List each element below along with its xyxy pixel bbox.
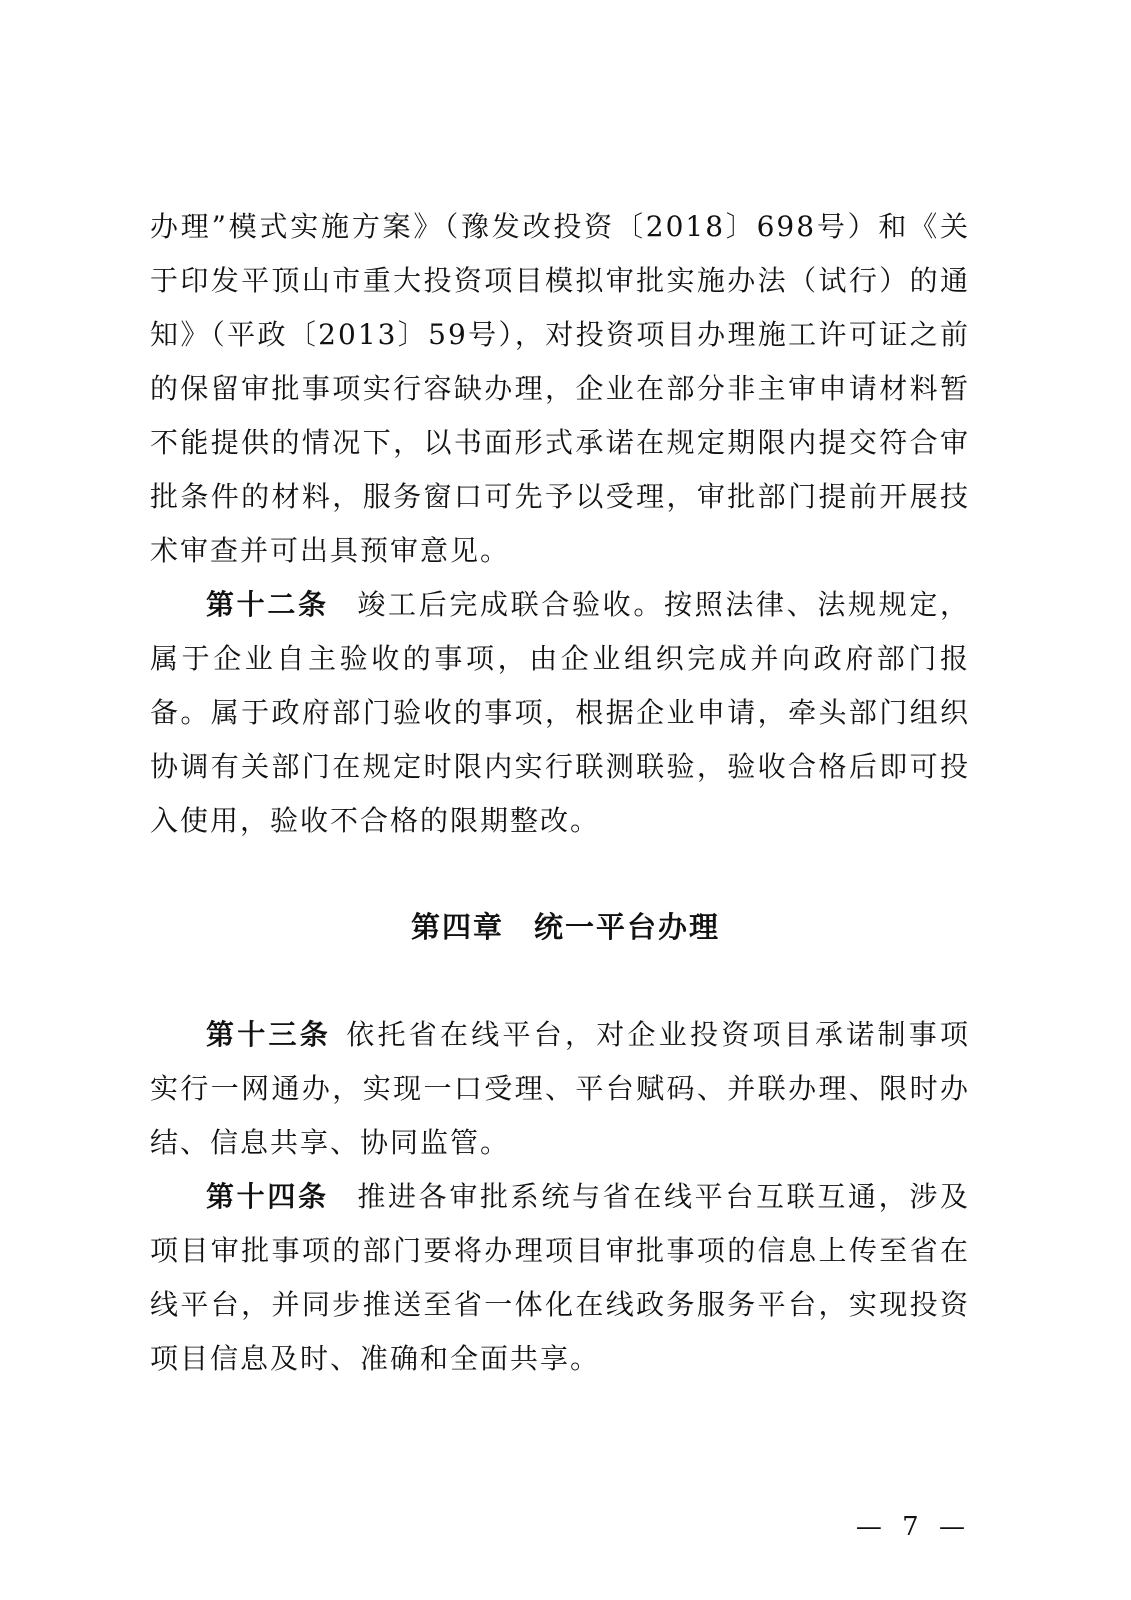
article-14-paragraph xyxy=(150,1170,970,1386)
article-12-text: 竣工后完成联合验收。按照法律、法规规定，属于企业自主验收的事项，由企业组织完成并向政府部门报备。属于政府部门验收的事项，根据企业申请，牵头部门组织协调有关部门在规定时限内实行联测联验，验收合格后即可投入使用，验收不合格的限期整改。 xyxy=(150,588,970,837)
article-12-paragraph xyxy=(150,578,970,848)
continued-paragraph xyxy=(150,200,970,578)
chapter-number: 第四章 xyxy=(410,910,504,944)
article-13-text: 依托省在线平台，对企业投资项目承诺制事项实行一网通办，实现一口受理、平台赋码、并联办理、限时办结、信息共享、协同监管。 xyxy=(150,1018,970,1159)
article-12-label: 第十二条 xyxy=(206,588,329,621)
upper-body-text xyxy=(150,200,970,848)
article-13-paragraph xyxy=(150,1008,970,1170)
chapter-heading xyxy=(0,905,1131,946)
continued-paragraph-text: 办理”模式实施方案》（豫发改投资〔2018〕698号）和《关于印发平顶山市重大投资项目模拟审批实施办法（试行）的通知》（平政〔2013〕59号），对投资项目办理施工许可证之前的保留审批事项实行容缺办理，企业在部分非主审申请材料暂不能提供的情况下，以书面形式承诺在规定期限内提交符合审批条件的材料，服务窗口可先予以受理，审批部门提前开展技术审查并可出具预审意见。 xyxy=(150,210,970,567)
lower-body-text xyxy=(150,1008,970,1386)
article-13-label: 第十三条 xyxy=(206,1018,331,1051)
article-14-label: 第十四条 xyxy=(206,1180,329,1213)
page-number: — 7 — xyxy=(855,1512,971,1542)
article-14-text: 推进各审批系统与省在线平台互联互通，涉及项目审批事项的部门要将办理项目审批事项的信息上传至省在线平台，并同步推送至省一体化在线政务服务平台，实现投资项目信息及时、准确和全面共享。 xyxy=(150,1180,970,1375)
chapter-title-text: 统一平台办理 xyxy=(534,910,721,944)
